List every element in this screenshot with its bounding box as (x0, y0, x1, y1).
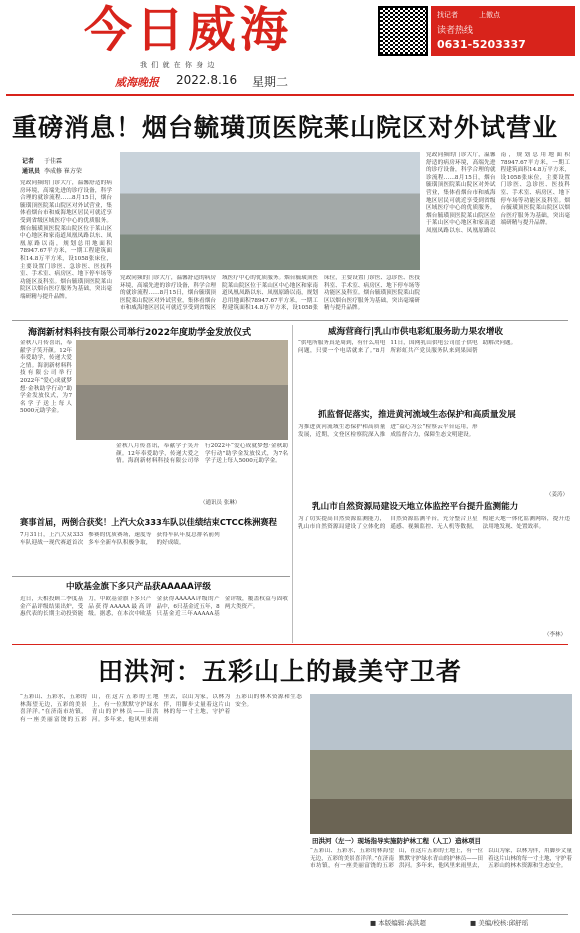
feature-caption: 田洪河（左一）现场指导实施防护林工程（人工）造林项目 (312, 836, 570, 845)
lead-body-col1: 党政同频的门诊大厅，温馨舒适的病房环境，高端先进的诊疗设备，科学合理的就诊流程……8月15日，烟台毓璜顶医院莱山院区对外试营业，集体看烟台市和威海地区居民可就近享受到省级区域医疗中心的优质服务。烟台毓璜顶医院莱山院区位于莱山区中心地区和家南道凤凰凤路以东、凤凰原路以南，规划总用地面积78947.67平方米，一期工程建筑面积14.8万平方米，设1058张床位，主要设置门诊医、急诊医、医技科室、手术室、病房区、地下停车场等功能区及科室。烟台毓璜顶医院莱山院区以烟台医疗服务为基础，突出毫端研精与提升品牌。 (20, 180, 112, 300)
masthead-slogan: 我 们 就 在 你 身 边 (140, 61, 216, 69)
masthead-weekday: 星期二 (252, 75, 289, 89)
masthead-rule (6, 94, 574, 96)
qr-code-icon (378, 6, 428, 56)
masthead-brand: 威海晚报 (115, 76, 159, 89)
feature-body-right: “五彩山、五彩水，五彩的林海望无边，五彩的美景喜洋洋。”在济南市坊镇，有一座美丽富饶的五彩山，在这片五彩的土地上，有一位默默守护绿水青山的护林员——田洪河。多年来，他风里来雨里去，以山为家，以林为伴，用脚步丈量着这片山林的每一寸土地，守护着五彩山的林木资源和生态安全。 (310, 848, 572, 870)
story6-headline: 抓监督促落实，推进黄河流域生态保护和高质量发展 (318, 410, 516, 420)
lead-body-col3: 党政同频的门诊大厅，温馨舒适的病房环境，高端先进的诊疗设备，科学合理的就诊流程……8月15日，烟台毓璜顶医院莱山院区对外试营业，集体看烟台市和威海地区居民可就近享受到省级区域医疗中心的优质服务。烟台毓璜顶医院莱山院区位于莱山区中心地区和家南道凤凰凤路以东、凤凰原路以南，规划总用地面积78947.67平方米，一期工程建筑面积14.8万平方米，设1058张床位，主要设置门诊医、急诊医、医技科室、手术室、病房区、地下停车场等功能区及科室。烟台毓璜顶医院莱山院区以烟台医疗服务为基础，突出毫端研精与提升品牌。 (426, 152, 570, 234)
hotline-number: 0631-5203337 (437, 38, 526, 51)
story7-byline: （李林） (544, 632, 567, 638)
hotline-label: 读者热线 (437, 26, 474, 36)
divider-2 (12, 576, 290, 577)
story7-headline: 乳山市自然资源局建设天地立体监控平台提升监测能力 (312, 502, 519, 512)
lead-headline: 重磅消息！烟台毓璜顶医院莱山院区对外试营业 (12, 113, 559, 142)
story3-body: 7月31日，上汽大众333车队迎战一现代赛道首次参赛的优质赛场，速度等多车全新车队积极争取，获得车队年度总排名前列的好成绩。 (20, 532, 220, 546)
feature-headline: 田洪河：五彩山上的最美守卫者 (98, 657, 463, 686)
masthead-date: 2022.8.16 (176, 73, 238, 87)
story5-body: “供电所服务真是周到，有什么用电问题，只要一个电话就来了。”8月11日，国网乳山供电公司崖子供电所彩虹共产党员服务队来到果园帮助解决问题。 (298, 340, 517, 354)
story5-headline: 威海营商行|乳山市供电彩虹服务助力果农增收 (328, 327, 504, 337)
feature-photo (310, 694, 572, 834)
divider-1 (12, 320, 568, 321)
footer-rule (12, 914, 568, 915)
lead-byline2-label: 通讯员 (22, 168, 41, 175)
story3-headline: 赛事首届，两倒合获奖！上汽大众333车队以佳绩结束CTCC株洲赛程 (20, 517, 277, 527)
story4-body: 近日，天相投顾二季度基金产品评级结果出炉，受惠代表的长期主动投资能力，中欧基金旗下多只产品获得AAAAA最高评级。据悉，在本次中欧基金获得AAAAA评级的产品中，6只基金近五年，8只基金近三年AAAAA基金评级，覆盖权益与固收两大类资产。 (20, 596, 288, 618)
lead-photo-building (120, 152, 420, 270)
story2-headline: 海润新材料科技有限公司举行2022年度助学金发放仪式 (28, 328, 252, 338)
story7-body: 为了切实提高自然资源监测能力，乳山市自然资源局建设了立体化的自然资源监测平台，充分整合卫星遥感、视频监控、无人机等数据，构建天地一体化监测网络，提升违法用地发现、处置效率。 (298, 516, 570, 530)
story6-body: 为推进黄河流域生态保护和高质量发展，近期，文登区检察院深入推进“益心为公”检察云平台运用，形成监督合力，保障生态文明建设。 (298, 424, 478, 438)
column-rule (292, 325, 293, 643)
hotline-tag2: 上傲点 (479, 11, 500, 19)
footer-editor: ■ 本版编辑:高洪超 (370, 919, 426, 927)
hotline-tag1: 找记者 (437, 11, 458, 19)
masthead-title: 今日威海 (84, 2, 293, 58)
story2-caption: （通讯员 张琳） (200, 500, 241, 506)
lead-body-col2: 党政同频的门诊大厅，温馨舒适的病房环境，高端先进的诊疗设备，科学合理的就诊流程……8月15日，烟台毓璜顶医院莱山院区对外试营业，集体看烟台市和威海地区居民可就近享受到省级区域医疗中心的优质服务。烟台毓璜顶医院莱山院区位于莱山区中心地区和家南道凤凰凤路以东、凤凰原路以南，规划总用地面积78947.67平方米，一期工程建筑面积14.8万平方米，设1058张床位，主要设置门诊医、急诊医、医技科室、手术室、病房区、地下停车场等功能区及科室。烟台毓璜顶医院莱山院区以烟台医疗服务为基础，突出毫端研精与提升品牌。 (120, 275, 420, 312)
story2-body-b: 金秋八月传喜讯，奉献学子笑开颜。12年奉爱助学，传递大爱之情。海润新材料科技有限公司举行2022年“爱心成就梦想·金秋助学行动”助学金发放仪式，为7名学子送上每人5000元助学金。 (116, 443, 288, 465)
lead-byline-name: 于佳霖 (44, 158, 63, 165)
story6-byline: （姜涛） (546, 492, 569, 498)
story2-photo (76, 340, 288, 440)
lead-byline-label: 记者 (22, 158, 35, 165)
lead-byline2-name: 李成修 崔方荣 (44, 168, 82, 175)
feature-body-left: “五彩山、五彩水，五彩的林海望无边，五彩的美景喜洋洋。”在济南市坊镇，有一座美丽富饶的五彩山，在这片五彩的土地上，有一位默默守护绿水青山的护林员——田洪河。多年来，他风里来雨里去，以山为家，以林为伴，用脚步丈量着这片山林的每一寸土地，守护着五彩山的林木资源和生态安全。 (20, 694, 302, 723)
feature-rule (12, 644, 568, 645)
footer-design: ■ 美编/校核:邱舒瑶 (470, 919, 529, 927)
story4-headline: 中欧基金旗下多只产品获AAAAA评级 (66, 582, 211, 592)
story2-body: 金秋八月传喜讯，奉献学子笑开颜。12年奉爱助学，传递大爱之情。海润新材料科技有限公司举行2022年“爱心成就梦想·金秋助学行动”助学金发放仪式，为7名学子送上每人5000元助学金。 (20, 340, 72, 415)
